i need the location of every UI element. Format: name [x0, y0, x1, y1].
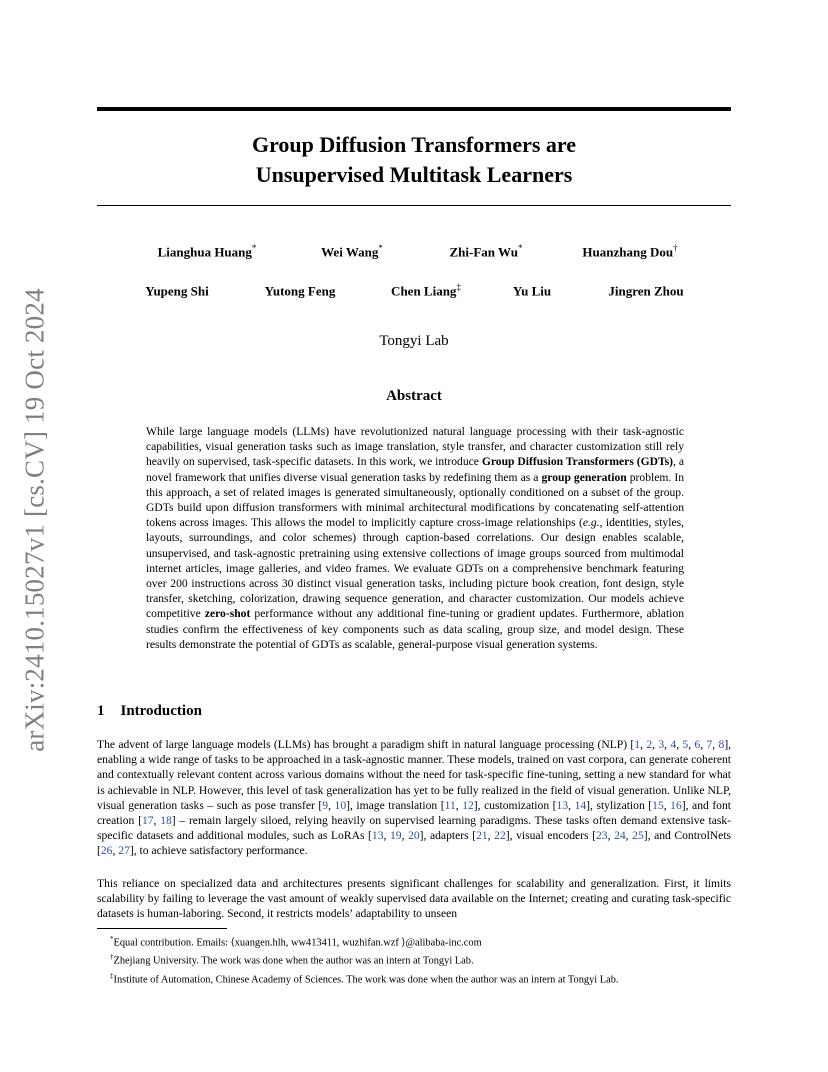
author: Huanzhang Dou†	[582, 243, 678, 260]
citation-link[interactable]: 25	[632, 829, 644, 843]
citation-link[interactable]: 21	[476, 829, 488, 843]
citation-link[interactable]: 22	[494, 829, 506, 843]
arxiv-identifier-text: arXiv:2410.15027v1 [cs.CV] 19 Oct 2024	[19, 288, 50, 752]
title-line-1: Group Diffusion Transformers are	[251, 132, 577, 157]
author: Lianghua Huang*	[157, 243, 257, 260]
citation-link[interactable]: 27	[118, 844, 130, 858]
citation-link[interactable]: 26	[100, 844, 113, 858]
citation-link[interactable]: 2	[646, 738, 653, 751]
section-title: Introduction	[120, 703, 202, 719]
footnotes	[110, 932, 619, 987]
citation-link[interactable]: 13	[556, 798, 569, 812]
citation-link[interactable]: 12	[462, 798, 474, 812]
citation-link[interactable]: 9	[322, 798, 329, 812]
title-bottom-rule	[97, 205, 731, 206]
citation-link[interactable]: 20	[408, 829, 420, 843]
arxiv-identifier-stamp	[0, 0, 70, 1072]
citation-link[interactable]: 1	[634, 738, 641, 751]
citation-link[interactable]: 6	[694, 738, 701, 751]
citation-link[interactable]: 19	[389, 829, 402, 843]
section-number: 1	[97, 703, 105, 719]
section-heading-introduction	[97, 703, 202, 720]
footnote: †Zhejiang University. The work was done when the author was an intern at Tongyi Lab.	[110, 953, 474, 967]
author: Jingren Zhou	[608, 283, 684, 299]
citation-link[interactable]: 24	[614, 829, 626, 843]
author: Yu Liu	[512, 283, 552, 299]
citation-link[interactable]: 23	[595, 829, 608, 843]
footnote: *Equal contribution. Emails: ⟨xuangen.hlh, ww413411, wuzhifan.wzf ⟩@alibaba-inc.com	[110, 935, 482, 949]
affiliation: Tongyi Lab	[379, 333, 449, 349]
intro-paragraph-1: The advent of large language models (LLMs) has brought a paradigm shift in natural language processing (NLP) [1, 2, 3, 4, 5, 6, 7, 8], enabling a wide range of tasks to be approached in a task-agnostic manner. These models, trained on vast corpora, can generate coherent and contextually relevant content across various domains without the need for task-specific fine-tuning, setting a new standard for what is achievable in NLP. However, this level of task generalization has yet to be fully realized in the field of visual generation. Unlike NLP, visual generation tasks – such as pose transfer [9, 10], image translation [11, 12], customization [13, 14], stylization [15, 16], and font creation [17, 18] – remain largely siloed, relying heavily on supervised learning paradigms. These tasks often demand extensive task-specific datasets and additional modules, such as LoRAs [13, 19, 20], adapters [21, 22], visual encoders [23, 24, 25], and ControlNets [26, 27], to achieve satisfactory performance.	[97, 738, 732, 858]
citation-link[interactable]: 8	[718, 738, 725, 751]
citation-link[interactable]: 18	[160, 814, 172, 828]
author: Chen Liang‡	[391, 282, 461, 299]
footnote-rule	[97, 928, 227, 929]
citation-link[interactable]: 17	[141, 814, 154, 828]
citation-link[interactable]: 4	[670, 738, 677, 751]
citation-link[interactable]: 11	[444, 798, 456, 812]
citation-link[interactable]: 3	[658, 738, 665, 751]
author: Zhi-Fan Wu*	[449, 243, 523, 260]
abstract-body: While large language models (LLMs) have revolutionized natural language processing with their task-agnostic capabilities, visual generation tasks such as image translation, style transfer, and character customization still rely heavily on supervised, task-specific datasets. In this work, we introduce Group Diffusion Transformers (GDTs), a novel framework that unifies diverse visual generation tasks by redefining them as a group generation problem. In this approach, a set of related images is generated simultaneously, optionally conditioned on a subset of the group. GDTs build upon diffusion transformers with minimal architectural modifications by concatenating self-attention tokens across images. This allows the model to implicitly capture cross-image relationships (e.g., identities, styles, layouts, surroundings, and color schemes) through caption-based correlations. Our design enables scalable, unsupervised, and task-agnostic pretraining using extensive collections of image groups sourced from multimodal internet articles, image galleries, and video frames. We evaluate GDTs on a comprehensive benchmark featuring over 200 instructions across 30 distinct visual generation tasks, including picture book creation, font design, style transfer, sketching, colorization, drawing sequence generation, and character customization. Our models achieve competitive zero-shot performance without any additional fine-tuning or gradient updates. Furthermore, ablation studies confirm the effectiveness of key components such as data scaling, group size, and model design. These results demonstrate the potential of GDTs as scalable, general-purpose visual generation systems.	[146, 425, 685, 651]
abstract-heading: Abstract	[386, 388, 442, 404]
citation-link[interactable]: 16	[670, 798, 682, 812]
citation-link[interactable]: 7	[706, 738, 713, 751]
citation-link[interactable]: 13	[371, 829, 384, 843]
author: Yutong Feng	[264, 283, 336, 299]
author: Yupeng Shi	[145, 283, 209, 299]
citation-link[interactable]: 10	[334, 798, 347, 812]
citation-link[interactable]: 15	[652, 798, 664, 812]
footnote: ‡Institute of Automation, Chinese Academy of Sciences. The work was done when the author was an intern at Tongyi Lab.	[110, 971, 619, 986]
citation-link[interactable]: 5	[682, 738, 689, 751]
intro-paragraph-2: This reliance on specialized data and architectures presents significant challenges for scalability and generalization. First, it limits scalability by failing to leverage the vast amount of weakly supervised data available on the Internet; creating and curating task-specific datasets is human-laboring. Second, it restricts models’ adaptability to unseen	[97, 877, 731, 921]
title-top-rule	[97, 107, 731, 111]
author: Wei Wang*	[321, 243, 383, 260]
paper-title	[97, 130, 731, 190]
citation-link[interactable]: 14	[574, 798, 587, 812]
title-line-2: Unsupervised Multitask Learners	[255, 162, 573, 187]
